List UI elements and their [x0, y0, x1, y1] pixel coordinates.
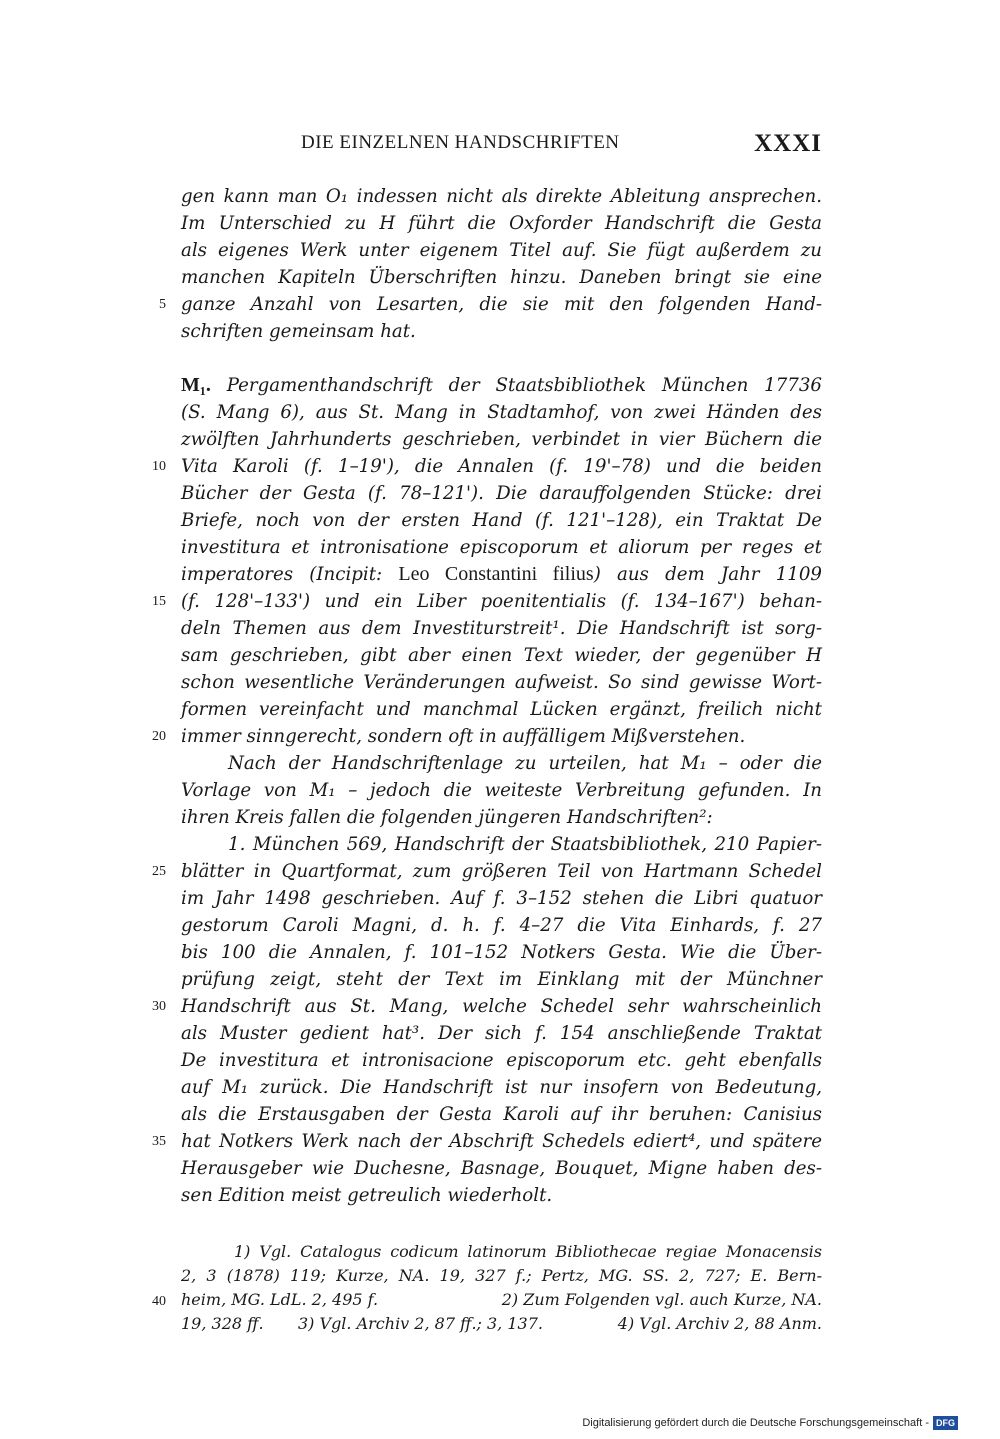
incipit-text: Leo Constantini filius — [398, 563, 594, 585]
text-line: De investitura et intronisacione episcoporum etc. geht ebenfalls — [181, 1050, 822, 1071]
footnote-3: 3) Vgl. Archiv 2, 87 ff.; 3, 137. — [298, 1314, 543, 1333]
footnote-1-end: heim, MG. LdL. 2, 495 f. — [181, 1290, 379, 1309]
line-number: 20 — [152, 729, 166, 744]
text-line: immer sinngerecht, sondern oft in auffälligem Mißverstehen. — [181, 726, 746, 747]
text-line: formen vereinfacht und manchmal Lücken ergänzt, freilich nicht — [181, 699, 822, 720]
digitization-credit — [582, 1416, 958, 1430]
siglum: M₁. — [181, 374, 211, 396]
footnote-2: 2) Zum Folgenden vgl. auch Kurze, NA. — [501, 1290, 822, 1309]
text-line: deln Themen aus dem Investiturstreit¹. Die Handschrift ist sorg- — [181, 618, 822, 639]
footnote-line — [181, 1312, 822, 1336]
text-line — [181, 372, 822, 399]
text-line: hat Notkers Werk nach der Abschrift Schedels ediert⁴, und spätere — [181, 1131, 822, 1152]
text-line: Handschrift aus St. Mang, welche Schedel sehr wahrscheinlich — [181, 996, 822, 1017]
text-line: Herausgeber wie Duchesne, Basnage, Bouquet, Migne haben des- — [181, 1158, 822, 1179]
footnote-2-end: 19, 328 ff. — [181, 1314, 264, 1333]
text-line: manchen Kapiteln Überschriften hinzu. Daneben bringt sie eine — [181, 267, 822, 288]
text-line: zwölften Jahrhunderts geschrieben, verbindet in vier Büchern die — [181, 429, 822, 450]
text-line: im Jahr 1498 geschrieben. Auf f. 3–152 stehen die Libri quatuor — [181, 888, 822, 909]
dfg-logo: DFG — [933, 1416, 958, 1430]
text-line: bis 100 die Annalen, f. 101–152 Notkers Gesta. Wie die Über- — [181, 942, 822, 963]
text-segment: imperatores ( — [181, 564, 317, 585]
text-line: als eigenes Werk unter eigenem Titel auf. Sie fügt außerdem zu — [181, 240, 822, 261]
text-line: investitura et intronisatione episcoporum et aliorum per reges et — [181, 537, 822, 558]
text-line: als Muster gedient hat³. Der sich f. 154 anschließende Traktat — [181, 1023, 822, 1044]
text-line: gen kann man O₁ indessen nicht als direkte Ableitung ansprechen. — [181, 186, 822, 207]
line-number: 10 — [152, 459, 166, 474]
footnote-4: 4) Vgl. Archiv 2, 88 Anm. — [617, 1314, 822, 1333]
text-line: 1. München 569, Handschrift der Staatsbibliothek, 210 Papier- — [228, 834, 822, 855]
text-line: Briefe, noch von der ersten Hand (f. 121'–128), ein Traktat De — [181, 510, 822, 531]
text-line: blätter in Quartformat, zum größeren Teil von Hartmann Schedel — [181, 861, 822, 882]
text-line: gestorum Caroli Magni, d. h. f. 4–27 die Vita Einhards, f. 27 — [181, 915, 822, 936]
text-line: sen Edition meist getreulich wiederholt. — [181, 1185, 553, 1206]
text-line: Vorlage von M₁ – jedoch die weiteste Verbreitung gefunden. In — [181, 780, 822, 801]
page-number: XXXI — [754, 130, 822, 157]
text-line: Im Unterschied zu H führt die Oxforder Handschrift die Gesta — [181, 213, 822, 234]
footnote-line: 2, 3 (1878) 119; Kurze, NA. 19, 327 f.; Pertz, MG. SS. 2, 727; E. Bern- — [181, 1266, 822, 1285]
line-number: 25 — [152, 864, 166, 879]
text-line: Bücher der Gesta (f. 78–121'). Die darauffolgenden Stücke: drei — [181, 483, 822, 504]
running-header — [181, 130, 822, 160]
text-line: Vita Karoli (f. 1–19'), die Annalen (f. 19'–78) und die beiden — [181, 456, 822, 477]
text-line: (f. 128'–133') und ein Liber poenitentialis (f. 134–167') behan- — [181, 591, 822, 612]
text-segment: Pergamenthandschrift der Staatsbibliothek München 17736 — [226, 375, 822, 396]
text-line: sam geschrieben, gibt aber einen Text wieder, der gegenüber H — [181, 645, 822, 666]
text-line: (S. Mang 6), aus St. Mang in Stadtamhof, von zwei Händen des — [181, 402, 822, 423]
text-line: ihren Kreis fallen die folgenden jüngeren Handschriften²: — [181, 807, 713, 828]
line-number: 15 — [152, 594, 166, 609]
text-line: prüfung zeigt, steht der Text im Einklang mit der Münchner — [181, 969, 822, 990]
text-line: als die Erstausgaben der Gesta Karoli auf ihr beruhen: Canisius — [181, 1104, 822, 1125]
text-line: ganze Anzahl von Lesarten, die sie mit den folgenden Hand- — [181, 294, 822, 315]
text-line: schriften gemeinsam hat. — [181, 321, 416, 342]
running-title: DIE EINZELNEN HANDSCHRIFTEN — [301, 132, 620, 153]
text-line: Nach der Handschriftenlage zu urteilen, hat M₁ – oder die — [228, 753, 822, 774]
line-number: 5 — [159, 297, 166, 312]
text-line — [181, 561, 822, 588]
text-segment: ) aus dem Jahr 1109 — [593, 564, 822, 585]
line-number: 35 — [152, 1134, 166, 1149]
line-number: 30 — [152, 999, 166, 1014]
text-segment: Incipit: — [316, 564, 383, 585]
footnote-line: 1) Vgl. Catalogus codicum latinorum Bibliothecae regiae Monacensis — [234, 1242, 822, 1261]
line-number: 40 — [152, 1294, 166, 1309]
text-line: schon wesentliche Veränderungen aufweist. So sind gewisse Wort- — [181, 672, 822, 693]
credit-text: Digitalisierung gefördert durch die Deutsche Forschungsgemeinschaft - — [582, 1417, 929, 1429]
footnote-line — [181, 1288, 822, 1312]
text-line: auf M₁ zurück. Die Handschrift ist nur insofern von Bedeutung, — [181, 1077, 822, 1098]
